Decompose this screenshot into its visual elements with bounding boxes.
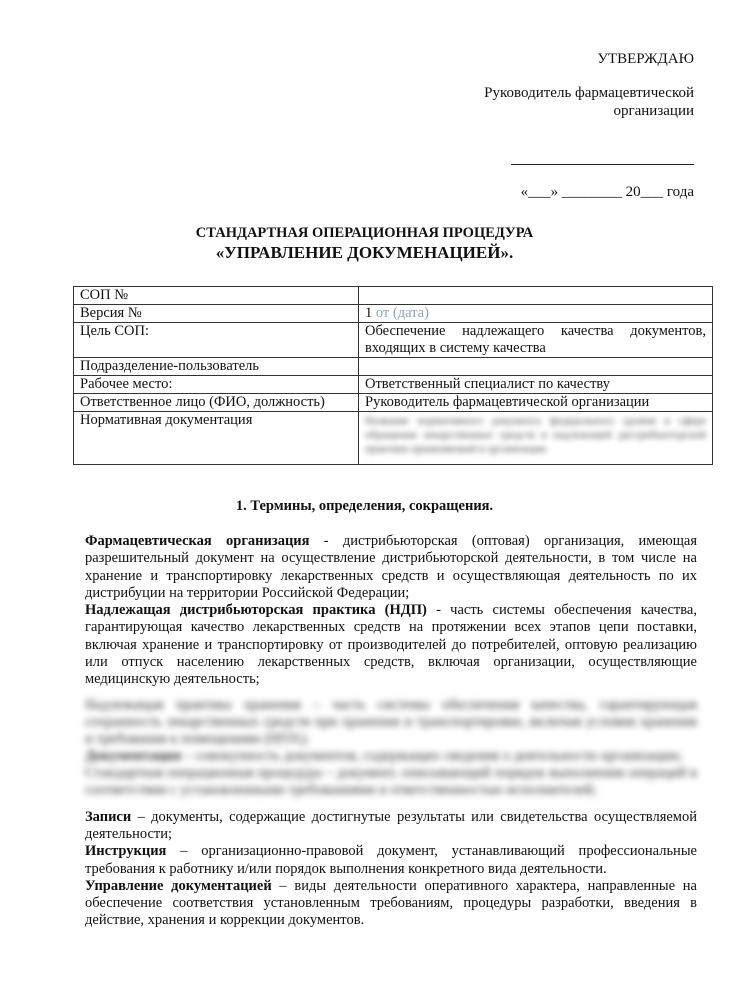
row-label: Цель СОП: [74, 323, 359, 358]
row-label: Версия № [74, 305, 359, 323]
definition-text: виды деятельности оперативного характера, направленные на обеспечение соответствия установленным требованиям, процедуры разработки, введения в действие, хранения и коррекции документов. [85, 877, 697, 929]
blurred-regulations: Название нормативного документа федерального уровня в сфере обращения лекарственных средств и надлежащей дистрибьюторской практики применяемый в организации [365, 415, 706, 455]
definition-text: документы, содержащие достигнутые результаты или свидетельства осуществляемой деятельности; [85, 808, 697, 842]
definition-term: Фармацевтическая организация [85, 533, 310, 549]
definition-text: дистрибьюторская (оптовая) организация, имеющая разрешительный документ на осуществление дистрибьюторской деятельности, в том числе на хранение и транспортировку лекарственных средств и осуществляющая деятельность по их дистрибуции на территории Российской Федерации; [85, 533, 697, 601]
version-number: 1 [365, 305, 373, 321]
sop-info-table [73, 286, 713, 465]
table-row [74, 412, 713, 465]
title-line-2: «УПРАВЛЕНИЕ ДОКУМЕНАЦИЕЙ». [215, 243, 514, 262]
approval-position-line2: организации [613, 103, 694, 119]
definition-item [85, 843, 697, 878]
definition-item [85, 809, 697, 844]
definition-separator: - [309, 533, 343, 549]
table-row [74, 376, 713, 394]
row-value: Ответственный специалист по качеству [359, 376, 713, 394]
table-row [74, 305, 713, 323]
definition-separator: – [131, 808, 152, 825]
row-label: Рабочее место: [74, 376, 359, 394]
definition-separator: – [166, 843, 202, 860]
row-value [359, 358, 713, 376]
row-value [359, 305, 713, 323]
table-row [74, 287, 713, 305]
row-label: СОП № [74, 287, 359, 305]
row-value-blurred [359, 412, 713, 465]
row-label: Ответственное лицо (ФИО, должность) [74, 394, 359, 412]
document-title [0, 225, 729, 263]
definition-term: Управление документацией [85, 877, 272, 894]
row-label: Нормативная документация [74, 412, 359, 465]
title-line-1: СТАНДАРТНАЯ ОПЕРАЦИОННАЯ ПРОЦЕДУРА [195, 225, 534, 241]
definition-term: Надлежащая дистрибьюторская практика (НДП) [85, 602, 427, 619]
definition-item [85, 533, 697, 602]
definitions-list [85, 533, 697, 930]
row-value [359, 287, 713, 305]
row-label: Подразделение-пользователь [74, 358, 359, 376]
table-row [74, 358, 713, 376]
definition-term: Записи [85, 808, 132, 825]
definition-term: Инструкция [85, 843, 167, 860]
definition-item [85, 878, 697, 930]
definition-separator: - [426, 602, 451, 619]
approval-block [484, 50, 694, 201]
row-value: Обеспечение надлежащего качества документов, входящих в систему качества [359, 323, 713, 358]
definition-text: часть системы обеспечения качества, гарантирующая качество лекарственных средств на протяжении всех этапов цепи поставки, включая хранение и транспортировку от производителей до потребителей, оптовую реализацию или отпуск населению лекарственных средств, включая организации, осуществляющие медицинскую деятельность; [85, 602, 697, 688]
approval-position-line1: Руководитель фармацевтической [484, 85, 694, 101]
signature-line [511, 146, 694, 165]
approval-date-line: «___» ________ 20___ года [520, 184, 694, 200]
approval-heading: УТВЕРЖДАЮ [597, 51, 694, 67]
definition-item [85, 602, 697, 688]
blurred-definitions: Надлежащая практика хранения – часть системы обеспечения качества, гарантирующая сохранность лекарственных средств при хранении и транспортировке, включая условия хранения и требования к помещениям (НПХ); Документация – совокупность документов, содержащих сведения о деятельности организации; Стандартная операционная процедура – документ, описывающий порядок выполнения операций в соответствии с установленными требованиями и ответственностью исполнителей; [85, 696, 697, 798]
table-row [74, 394, 713, 412]
definition-text: организационно-правовой документ, устанавливающий профессиональные требования к работнику и/или порядок выполнения конкретного вида деятельности. [85, 843, 697, 877]
version-date-placeholder: от (дата) [375, 305, 429, 321]
row-value: Руководитель фармацевтической организации [359, 394, 713, 412]
definition-separator: – [271, 877, 295, 894]
section-heading: 1. Термины, определения, сокращения. [235, 498, 494, 514]
table-row [74, 323, 713, 358]
